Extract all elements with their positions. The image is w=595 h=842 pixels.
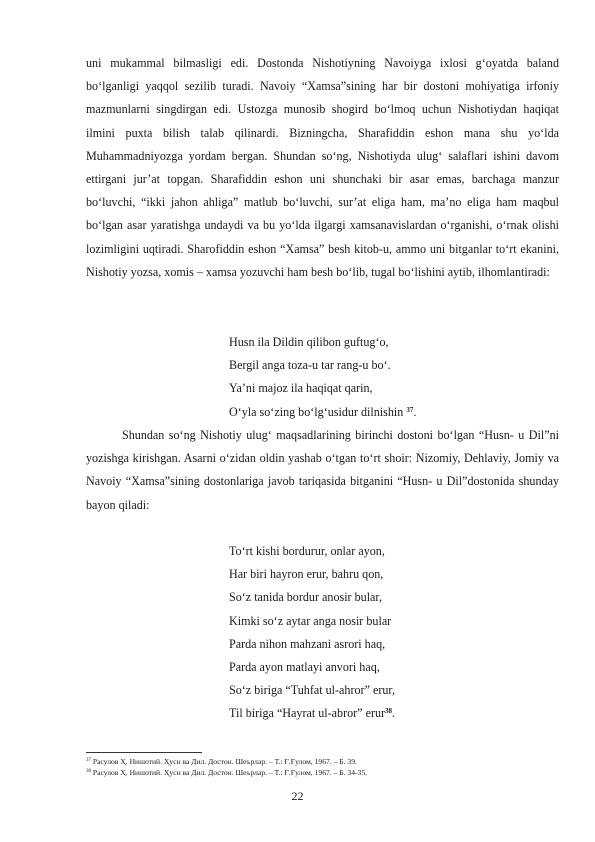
verse-2-line-2: Har biri hayron erur, bahru qon, — [229, 567, 384, 582]
paragraph-1-text: uni mukammal bilmasligi edi. Dostonda Nishotiyning Navoiyga ixlosi g‘oyatda baland bo‘lganligi yaqqol sezilib turadi. Navoiy “Xamsa”sining har bir dostoni mohiyatiga irfoniy mazmunlarni singdirgan edi. Ustozga munosib shogird bo‘lmoq uchun Nishotiydan haqiqat ilmini puxta bilish talab qilinardi. Bizningcha, Sharafiddin eshon mana shu yo‘lda Muhammadniyozga yordam bergan. Shundan so‘ng, Nishotiyda ulug‘ salaflari ishini davom ettirgani jur’at topgan. Sharafiddin eshon uni shunchaki bir asar emas, barchaga manzur bo‘luvchi, “ikki jahon ahliga” matlub bo‘luvchi, sur’at eliga ham, ma’no eliga ham maqbul bo‘lgan asar yaratishga undaydi va bu yo‘lda ilgargi xamsanavislardan o‘rganishi, o‘rnak olishi lozimligini uqtiradi. Sharofiddin eshon “Xamsa” besh kitob-u, ammo uni bitganlar to‘rt ekanini, Nishotiy yozsa, xomis – xamsa yozuvchi ham besh bo‘lib, tugal bo‘lishini aytib, ilhomlantiradi: — [86, 56, 559, 279]
verse-2-line-8 — [229, 702, 559, 725]
footnote-37-number: 37 — [86, 758, 91, 763]
verse-1-line-2: Bergil anga toza-u tar rang-u bo‘. — [229, 358, 391, 373]
verse-1-line-4-text: O‘yla so‘zing bo‘lg‘usidur dilnishin — [229, 404, 404, 419]
verse-1-line-4 — [229, 401, 559, 424]
verse-2-line-7: So‘z biriga “Tuhfat ul-ahror” erur, — [229, 683, 395, 698]
paragraph-2 — [86, 424, 559, 517]
verse-1-end-mark: . — [413, 404, 417, 419]
footnote-37-text: Расулов Ҳ. Нишотий. Ҳусн ва Дил. Достон. Шеърлар. – Т.: Ғ.Ғулом, 1967. – Б. 39. — [91, 757, 357, 766]
verse-2-line-4: Kimki so‘z aytar anga nosir bular — [229, 613, 392, 628]
verse-2-line-5: Parda nihon mahzani asrori haq, — [229, 636, 386, 651]
footnote-38-text: Расулов Ҳ. Нишотий. Ҳусн ва Дил. Достон. Шеърлар. – Т.: Ғ.Ғулом, 1967. – Б. 34-35. — [91, 768, 368, 777]
footnote-38 — [86, 767, 559, 778]
footnote-38-number: 38 — [86, 769, 91, 774]
footnotes — [86, 756, 559, 778]
verse-block-2 — [229, 540, 559, 726]
verse-1-line-3: Ya’ni majoz ila haqiqat qarin, — [229, 381, 373, 396]
footnote-separator — [86, 752, 202, 753]
verse-2-line-3: So‘z tanida bordur anosir bular, — [229, 590, 382, 605]
paragraph-1 — [86, 52, 559, 284]
footnote-ref-38[interactable]: 38 — [385, 707, 393, 716]
page-number: 22 — [291, 789, 304, 803]
paragraph-2-text: Shundan so‘ng Nishotiy ulug‘ maqsadlarining birinchi dostoni bo‘lgan “Husn- u Dil”ni yozishga kirishgan. Asarni o‘zidan oldin yashab o‘tgan to‘rt shoir: Nizomiy, Dehlaviy, Jomiy va Navoiy “Xamsa”sining dostonlariga javob tariqasida bitganini “Husn- u Dil”dostonida shunday bayon qiladi: — [86, 428, 559, 512]
verse-2-line-6: Parda ayon matlayi anvori haq, — [229, 659, 380, 674]
verse-2-line-1: To‘rt kishi bordurur, onlar ayon, — [229, 544, 385, 558]
verse-2-line-8-text: Til biriga “Hayrat ul-abror” erur — [229, 706, 386, 721]
verse-1-line-1: Husn ila Dildin qilibon guftug‘o, — [229, 335, 389, 349]
footnote-37 — [86, 756, 559, 767]
verse-2-end-mark: . — [392, 706, 396, 721]
footnote-ref-37[interactable]: 37 — [406, 405, 414, 414]
verse-block-1 — [229, 331, 559, 424]
